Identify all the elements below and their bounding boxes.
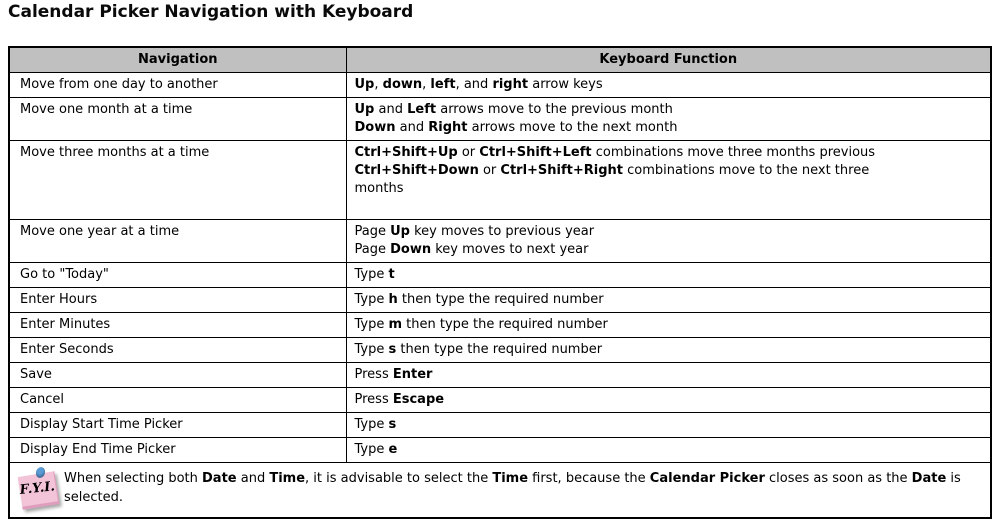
function-line: Type m then type the required number bbox=[354, 317, 608, 332]
navigation-cell: Enter Hours bbox=[9, 288, 346, 313]
keyboard-function-cell bbox=[346, 220, 991, 263]
table-footer bbox=[9, 463, 991, 519]
function-line: Type s bbox=[354, 417, 397, 432]
keyboard-function-cell bbox=[346, 363, 991, 388]
function-line: Page Down key moves to next year bbox=[354, 242, 589, 257]
table-row bbox=[9, 288, 991, 313]
header-row bbox=[9, 47, 991, 73]
col-header-keyboard-function: Keyboard Function bbox=[346, 47, 991, 73]
navigation-cell: Display End Time Picker bbox=[9, 438, 346, 463]
keyboard-function-cell bbox=[346, 288, 991, 313]
function-line bbox=[355, 198, 983, 216]
table-row bbox=[9, 141, 991, 220]
keyboard-function-cell bbox=[346, 338, 991, 363]
keyboard-function-cell bbox=[346, 98, 991, 141]
navigation-cell: Move one year at a time bbox=[9, 220, 346, 263]
table-row bbox=[9, 438, 991, 463]
keyboard-function-cell bbox=[346, 438, 991, 463]
note-wrap bbox=[14, 465, 986, 515]
table-row bbox=[9, 313, 991, 338]
table-body bbox=[9, 73, 991, 463]
function-line: Press Escape bbox=[354, 392, 445, 407]
table-row bbox=[9, 413, 991, 438]
function-line: Press Enter bbox=[354, 367, 433, 382]
function-line: Type t bbox=[354, 267, 395, 282]
function-line: Down and Right arrows move to the next month bbox=[354, 120, 678, 135]
function-line: Page Up key moves to previous year bbox=[354, 224, 595, 239]
function-line: months bbox=[354, 181, 404, 196]
table-row bbox=[9, 363, 991, 388]
table-row bbox=[9, 388, 991, 413]
function-line: Ctrl+Shift+Down or Ctrl+Shift+Right combinations move to the next three bbox=[354, 163, 870, 178]
table-row bbox=[9, 220, 991, 263]
navigation-cell: Move three months at a time bbox=[9, 141, 346, 220]
table-row bbox=[9, 73, 991, 98]
function-line: Ctrl+Shift+Up or Ctrl+Shift+Left combinations move three months previous bbox=[354, 145, 876, 160]
table-header bbox=[9, 47, 991, 73]
col-header-navigation: Navigation bbox=[9, 47, 346, 73]
table-row bbox=[9, 263, 991, 288]
keyboard-function-cell bbox=[346, 413, 991, 438]
fyi-sticky-note-icon bbox=[14, 465, 64, 515]
note-cell bbox=[9, 463, 991, 519]
keyboard-function-cell bbox=[346, 141, 991, 220]
page-title: Calendar Picker Navigation with Keyboard bbox=[8, 2, 414, 22]
navigation-cell: Enter Seconds bbox=[9, 338, 346, 363]
navigation-cell: Enter Minutes bbox=[9, 313, 346, 338]
keyboard-shortcut-table bbox=[8, 46, 992, 519]
navigation-cell: Go to "Today" bbox=[9, 263, 346, 288]
navigation-cell: Display Start Time Picker bbox=[9, 413, 346, 438]
function-line: Up and Left arrows move to the previous month bbox=[354, 102, 673, 117]
function-line: Type h then type the required number bbox=[354, 292, 604, 307]
fyi-label: F.Y.I. bbox=[19, 479, 57, 498]
keyboard-function-cell bbox=[346, 388, 991, 413]
function-line: Type s then type the required number bbox=[354, 342, 603, 357]
note-row bbox=[9, 463, 991, 519]
navigation-cell: Cancel bbox=[9, 388, 346, 413]
navigation-cell: Move one month at a time bbox=[9, 98, 346, 141]
function-line: Up, down, left, and right arrow keys bbox=[354, 77, 603, 92]
function-line: Type e bbox=[354, 442, 398, 457]
navigation-cell: Save bbox=[9, 363, 346, 388]
table-row bbox=[9, 98, 991, 141]
keyboard-function-cell bbox=[346, 313, 991, 338]
navigation-cell: Move from one day to another bbox=[9, 73, 346, 98]
table-row bbox=[9, 338, 991, 363]
keyboard-function-cell bbox=[346, 73, 991, 98]
note-text: When selecting both Date and Time, it is advisable to select the Time first, because the Calendar Picker closes as soon as the Date is selected. bbox=[64, 471, 961, 505]
keyboard-function-cell bbox=[346, 263, 991, 288]
